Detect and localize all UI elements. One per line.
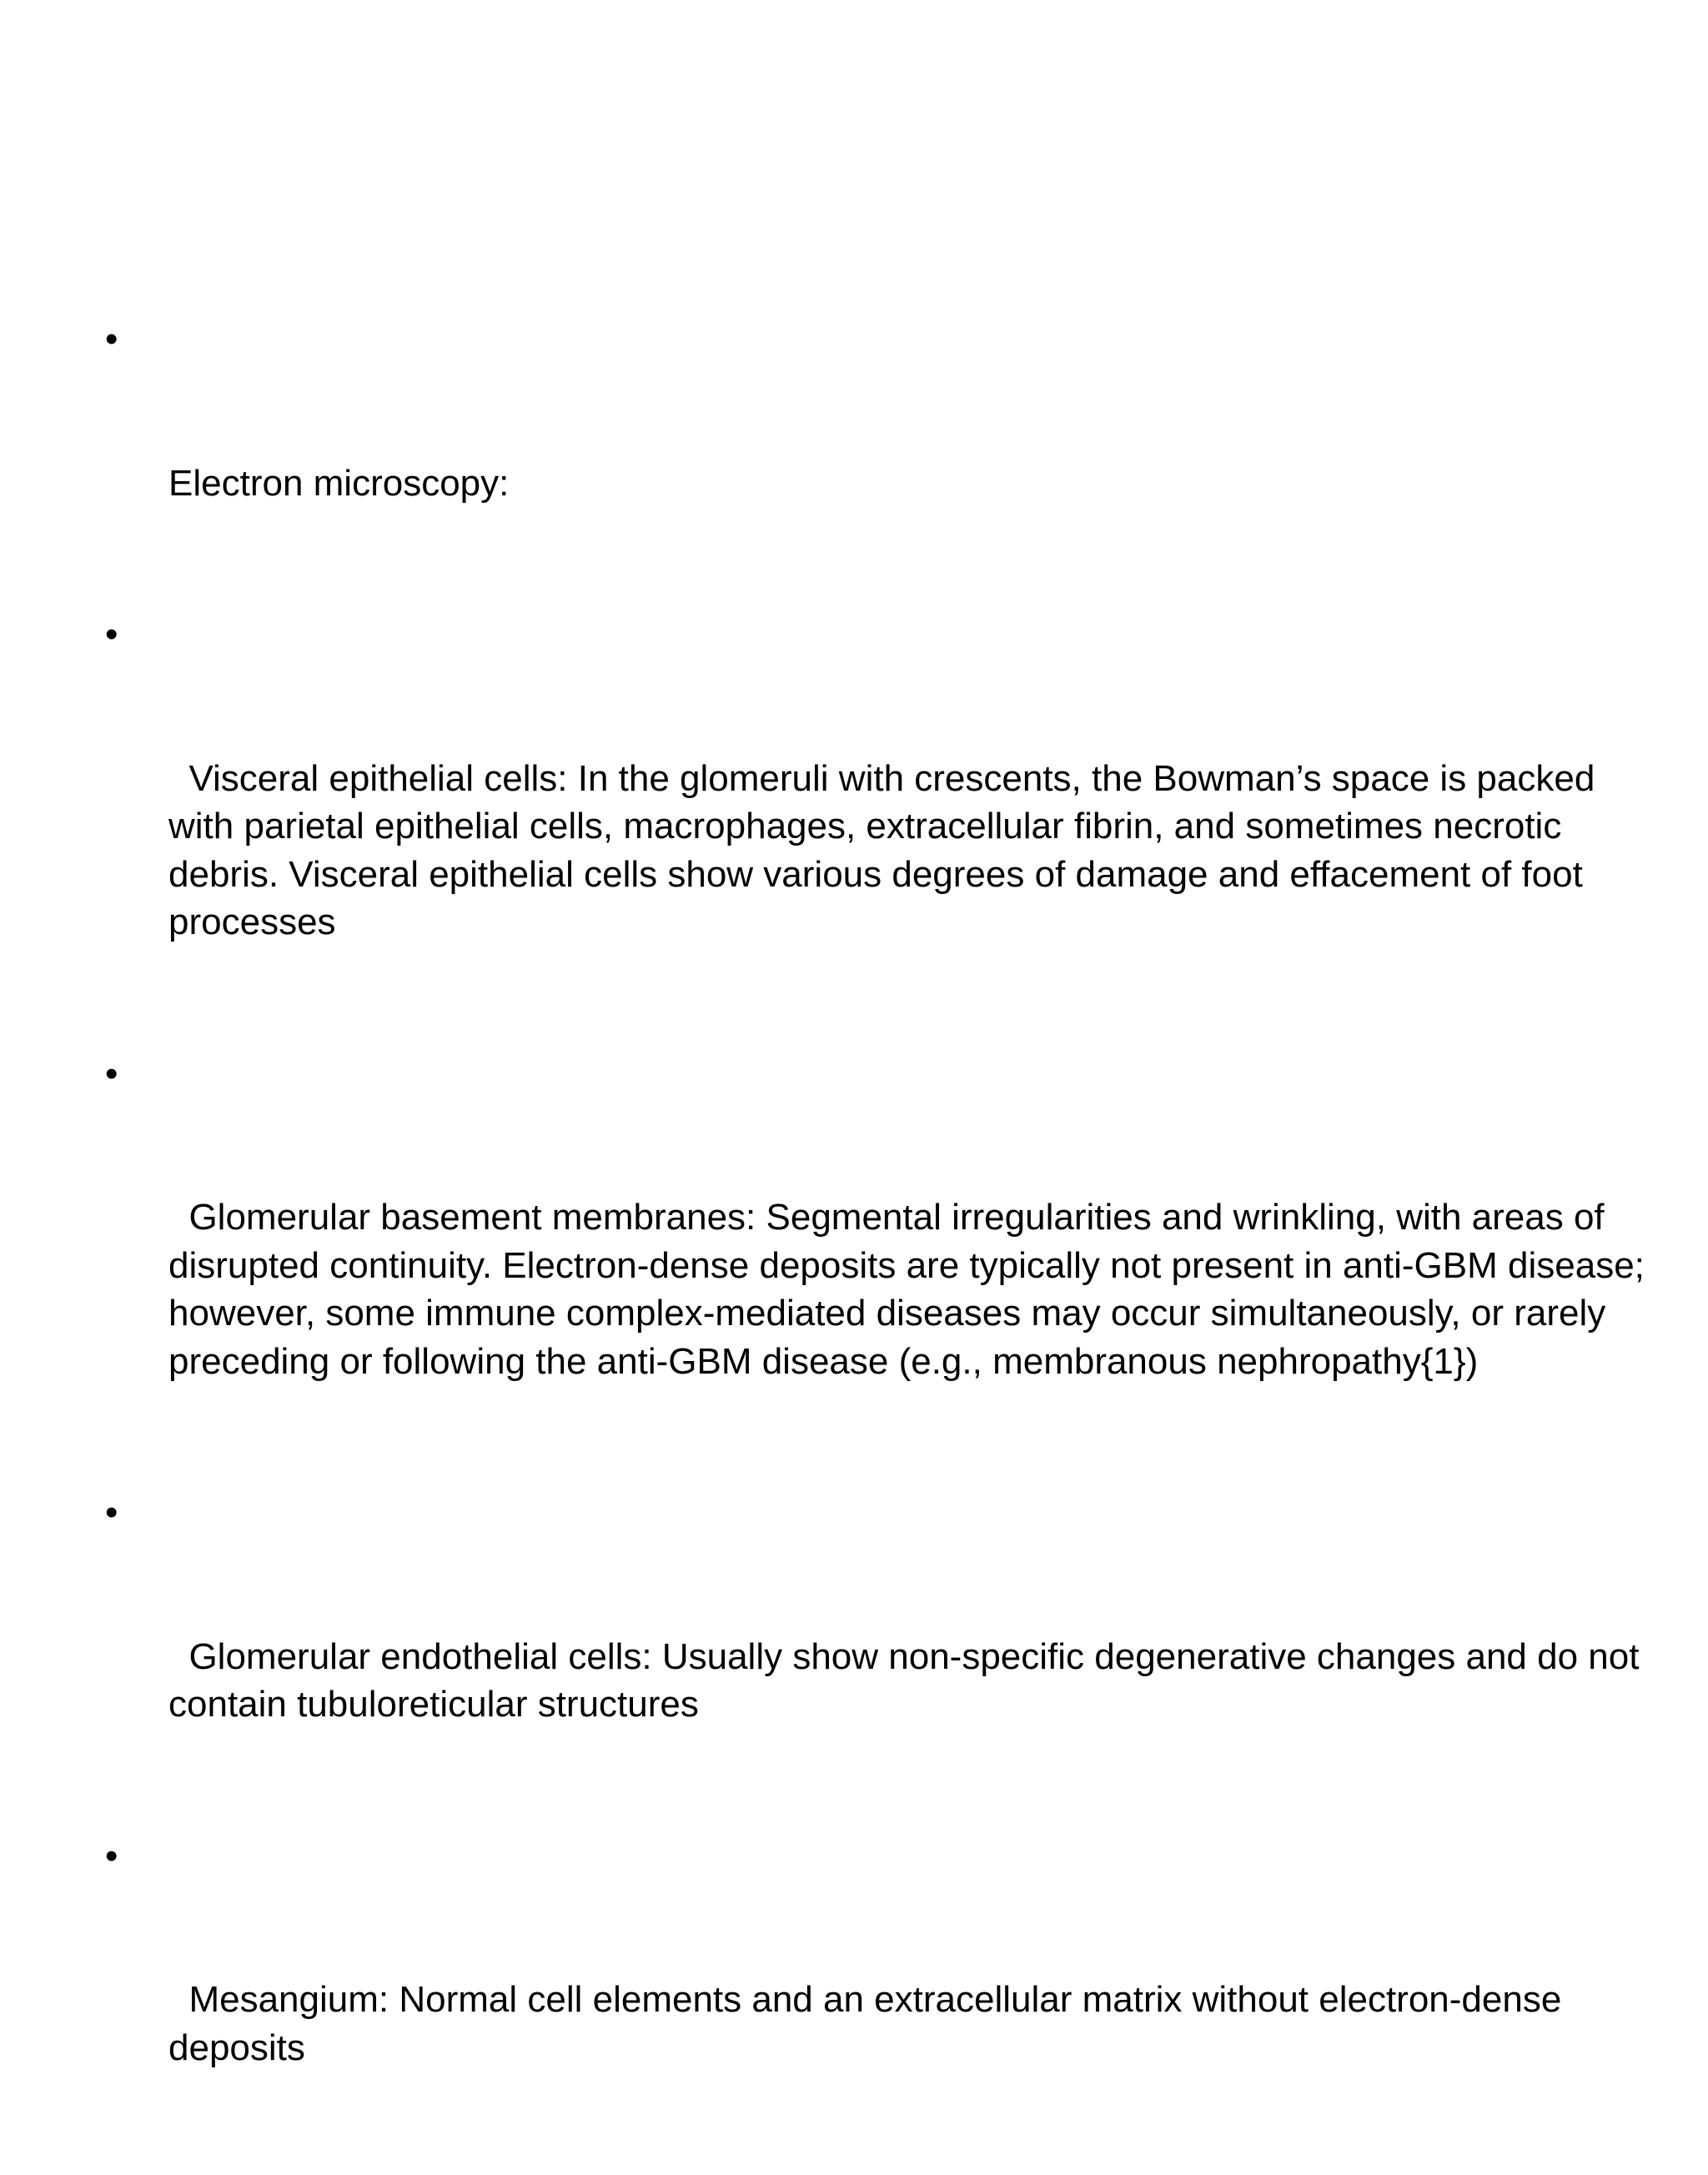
bullet-item-electron-microscopy: [100, 315, 1651, 603]
bullet-item-glomerular-basement-membranes: [100, 1050, 1655, 1482]
bullet-dot-icon: •: [105, 614, 118, 655]
bullet-dot-icon: •: [105, 1492, 118, 1533]
bullet-list: [100, 315, 1655, 2175]
bullet-text: Glomerular endothelial cells: Usually show non-specific degenerative changes and do not contain tubuloreticular structures: [168, 1635, 1650, 1725]
bullet-text: Mesangium: Normal cell elements and an extracellular matrix without electron-dense deposits: [168, 1979, 1572, 2068]
bullet-dot-icon: •: [105, 1052, 118, 1094]
bullet-item-glomerular-endothelial-cells: [100, 1489, 1651, 1825]
bullet-text: Electron microscopy:: [168, 462, 510, 504]
bullet-dot-icon: •: [105, 319, 118, 359]
bullet-dot-icon: •: [105, 1835, 118, 1876]
bullet-item-mesangium: [100, 1832, 1651, 2168]
bullet-text: Visceral epithelial cells: In the glomeruli with crescents, the Bowman’s space is packed with parietal epithelial cells, macrophages, extracellular fibrin, and sometimes necrotic debris. Visceral epithelial cells show various degrees of damage and effacement of foot processes: [168, 757, 1605, 942]
bullet-item-visceral-epithelial-cells: [100, 610, 1651, 1042]
bullet-text: Glomerular basement membranes: Segmental irregularities and wrinkling, with areas of disrupted continuity. Electron-dense deposits are typically not present in anti-GBM disease; however, some immune complex-mediated diseases may occur simultaneously, or rarely preceding or following the anti-GBM disease (e.g., membranous nephropathy{1}): [168, 1197, 1655, 1382]
